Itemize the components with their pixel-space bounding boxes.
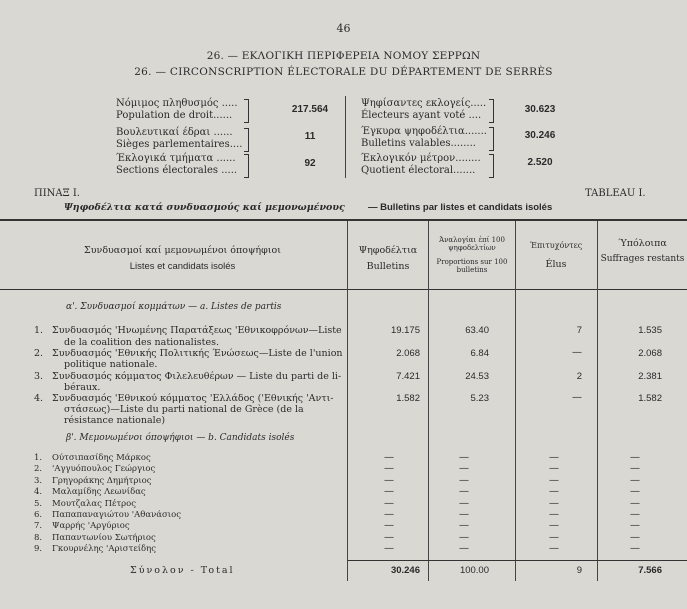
summary-label-fr: Électeurs ayant voté .... (361, 110, 482, 121)
summary-sections-value: 92 (304, 158, 316, 169)
candidate-cell-dash: — (459, 497, 469, 509)
summary-bracket (244, 128, 249, 152)
candidate-cell-dash: — (549, 531, 559, 543)
header-lists-french: Listes et candidats isolés (129, 261, 236, 272)
summary-bracket (244, 99, 249, 123)
candidate-cell-dash: — (630, 543, 640, 555)
table-label-greek: ΠΙΝΑΞ Ι. (34, 188, 80, 199)
candidate-cell-dash: — (384, 474, 394, 486)
row-proportion: 24.53 (465, 371, 489, 382)
summary-label-gr: Βουλευτικαί έδραι ...... (116, 127, 233, 138)
candidate-cell-dash: — (630, 474, 640, 486)
summary-population-label (116, 98, 238, 122)
summary-quotient-label (361, 153, 481, 177)
candidate-number: 7. (34, 521, 43, 532)
candidate-cell-dash: — (459, 474, 469, 486)
candidate-cell-dash: — (384, 497, 394, 509)
total-rest: 7.566 (638, 565, 662, 576)
row-elus: 2 (576, 371, 582, 382)
candidate-cell-dash: — (549, 463, 559, 475)
row-name-line1: Συνδυασμός 'Εθνικού κόμματος 'Ελλάδος ('Εθνικής 'Αντι- (52, 393, 334, 404)
header-elus-greek: Έπιτυχόντες (529, 241, 583, 250)
header-rest-french: Suffrages restants (600, 254, 685, 264)
candidate-cell-dash: — (630, 486, 640, 498)
row-rest: 1.582 (638, 393, 662, 404)
total-rule (348, 560, 687, 561)
summary-label-fr: Sièges parlementaires.... (116, 139, 243, 150)
table-caption-greek: Ψηφοδέλτια κατά συνδυασμούς καί μεμονωμένους (64, 202, 345, 213)
candidate-name: Μαλαμίδης Λεωνίδας (52, 487, 146, 498)
candidate-name: Παπαντωνίου Σωτήριος (52, 532, 156, 543)
candidate-cell-dash: — (459, 452, 469, 463)
section-a-title: α'. Συνδυασμοί κομμάτων — a. Listes de partis (66, 302, 282, 312)
candidate-cell-dash: — (459, 509, 469, 520)
candidate-cell-dash: — (384, 543, 394, 555)
summary-label-fr: Bulletins valables........ (361, 138, 476, 149)
summary-bracket (244, 154, 249, 178)
candidate-name: 'Αγγυόπουλος Γεώργιος (52, 464, 156, 475)
total-elus: 9 (576, 565, 582, 576)
candidate-cell-dash: — (549, 509, 559, 520)
summary-valid-label (361, 126, 487, 150)
summary-label-gr: Έκλογικά τμήματα ...... (116, 153, 236, 164)
header-rest-greek: Ύπόλοιπα (618, 238, 667, 249)
row-proportion: 63.40 (465, 325, 489, 336)
summary-voters-value: 30.623 (524, 104, 556, 115)
total-proportion: 100.00 (459, 565, 489, 576)
summary-label-gr: Νόμιμος πληθυσμός ..... (116, 98, 238, 109)
title-french: 26. — CIRCONSCRIPTION ÉLECTORALE DU DÉPARTEMENT DE SERRÈS (134, 66, 553, 78)
candidate-cell-dash: — (549, 497, 559, 509)
row-elus: — (572, 347, 582, 358)
table-top-rule (0, 219, 687, 221)
table-header-rule (0, 289, 687, 290)
row-number: 4. (34, 393, 44, 404)
candidate-cell-dash: — (630, 497, 640, 509)
candidate-number: 6. (34, 510, 43, 520)
candidate-cell-dash: — (549, 543, 559, 555)
summary-divider (345, 96, 346, 178)
candidate-name: Παπαπαναγιώτου 'Αθανάσιος (52, 510, 181, 520)
candidate-name: Γκουρνέλης 'Αριστείδης (52, 544, 157, 555)
page-number: 46 (336, 22, 351, 35)
candidate-cell-dash: — (459, 520, 469, 532)
summary-voters-label (361, 98, 486, 122)
candidate-number: 4. (34, 487, 43, 498)
summary-label-fr: Sections électorales ..... (116, 165, 238, 176)
candidate-cell-dash: — (459, 543, 469, 555)
summary-label-gr: Έκλογικόν μέτρον........ (361, 153, 481, 164)
summary-label-fr: Quotient électoral....... (361, 165, 476, 176)
candidate-name: Μουτζαλας Πέτρος (52, 498, 137, 509)
row-name-line2: béraux. (64, 382, 101, 393)
row-proportion: 6.84 (470, 348, 489, 359)
summary-sections-label (116, 153, 237, 177)
total-label: Σύνολον - Total (130, 565, 235, 576)
row-rest: 2.068 (638, 348, 662, 359)
row-proportion: 5.23 (470, 393, 489, 404)
title-greek: 26. — ΕΚΛΟΓΙΚΗ ΠΕΡΙΦΕΡΕΙΑ ΝΟΜΟΥ ΣΕΡΡΩΝ (206, 50, 481, 62)
candidate-number: 9. (34, 544, 43, 555)
candidate-cell-dash: — (384, 452, 394, 463)
candidate-name: Ψαρρής 'Αργύριος (52, 521, 130, 532)
summary-bracket (489, 99, 494, 123)
candidate-cell-dash: — (384, 531, 394, 543)
row-bulletins: 2.068 (396, 348, 420, 359)
total-bulletins: 30.246 (390, 565, 420, 576)
summary-label-gr: Ψηφίσαντες εκλογείς..... (361, 98, 487, 109)
row-name-line2: politique nationale. (64, 359, 158, 370)
summary-label-gr: Έγκυρα ψηφοδέλτια....... (361, 126, 487, 137)
candidate-number: 5. (34, 498, 43, 509)
candidate-cell-dash: — (459, 486, 469, 498)
candidate-name: Γρηγοράκης Δημήτριος (52, 475, 152, 486)
row-name-line1: Συνδυασμός κόμματος Φιλελευθέρων — Liste du parti de li- (52, 371, 342, 382)
row-rest: 1.535 (638, 325, 662, 336)
candidate-cell-dash: — (549, 520, 559, 532)
row-name-line3: résistance nationale) (64, 415, 166, 426)
table-caption-french: — Bulletins par listes et candidats isolés (368, 202, 553, 213)
candidate-number: 8. (34, 532, 43, 543)
header-proportion-greek: Άναλογίαι έπί 100 ψηφοδελτίων (439, 236, 505, 252)
candidate-cell-dash: — (384, 520, 394, 532)
candidate-number: 2. (34, 464, 43, 475)
summary-quotient-value: 2.520 (527, 157, 553, 168)
row-bulletins: 19.175 (390, 325, 420, 336)
summary-bracket (489, 127, 494, 151)
candidate-cell-dash: — (384, 486, 394, 498)
row-number: 1. (34, 325, 44, 336)
header-proportion-french: Proportions sur 100 bulletins (436, 258, 508, 274)
candidate-cell-dash: — (549, 474, 559, 486)
row-elus: — (572, 392, 582, 403)
candidate-cell-dash: — (630, 509, 640, 520)
candidate-name: Ούτσιπασίδης Μάρκος (52, 453, 151, 463)
header-elus-french: Élus (545, 259, 567, 270)
summary-label-fr: Population de droit...... (116, 110, 233, 121)
candidate-number: 1. (34, 453, 43, 463)
header-lists-greek: Συνδυασμοί καί μεμονωμένοι όποψήφιοι (84, 245, 281, 256)
row-rest: 2.381 (638, 371, 662, 382)
candidate-cell-dash: — (549, 486, 559, 498)
row-number: 2. (34, 348, 44, 359)
candidate-cell-dash: — (459, 463, 469, 475)
row-name-line2: de la coalition des nationalistes. (64, 337, 219, 348)
header-bulletins-french: Bulletins (366, 261, 410, 272)
row-name-line1: Συνδυασμός 'Ηνωμένης Παρατάξεως 'Εθνικοφρόνων—Liste (52, 325, 342, 336)
summary-bracket (489, 154, 494, 178)
row-name-line2: στάσεως)—Liste du parti national de Grèce (de la (64, 404, 304, 415)
row-bulletins: 7.421 (396, 371, 420, 382)
summary-seats-label (116, 127, 242, 151)
summary-population-value: 217.564 (291, 104, 329, 115)
candidate-number: 3. (34, 475, 43, 486)
summary-valid-value: 30.246 (524, 130, 556, 141)
summary-seats-value: 11 (304, 131, 316, 142)
candidate-cell-dash: — (630, 452, 640, 463)
candidate-cell-dash: — (384, 509, 394, 520)
row-number: 3. (34, 371, 44, 382)
section-b-title: β'. Μεμονωμένοι όποψήφιοι — b. Candidats isolés (66, 433, 295, 443)
header-bulletins-greek: Ψηφοδέλτια (358, 245, 418, 256)
candidate-cell-dash: — (630, 531, 640, 543)
row-name-line1: Συνδυασμός 'Εθνικής Πολιτικής Ένώσεως—Liste de l'union (52, 348, 343, 359)
candidate-cell-dash: — (630, 520, 640, 532)
candidate-cell-dash: — (630, 463, 640, 475)
row-bulletins: 1.582 (396, 393, 420, 404)
candidate-cell-dash: — (384, 463, 394, 475)
table-label-french: TABLEAU I. (585, 188, 646, 199)
candidate-cell-dash: — (459, 531, 469, 543)
candidate-cell-dash: — (549, 452, 559, 463)
row-elus: 7 (576, 325, 582, 336)
